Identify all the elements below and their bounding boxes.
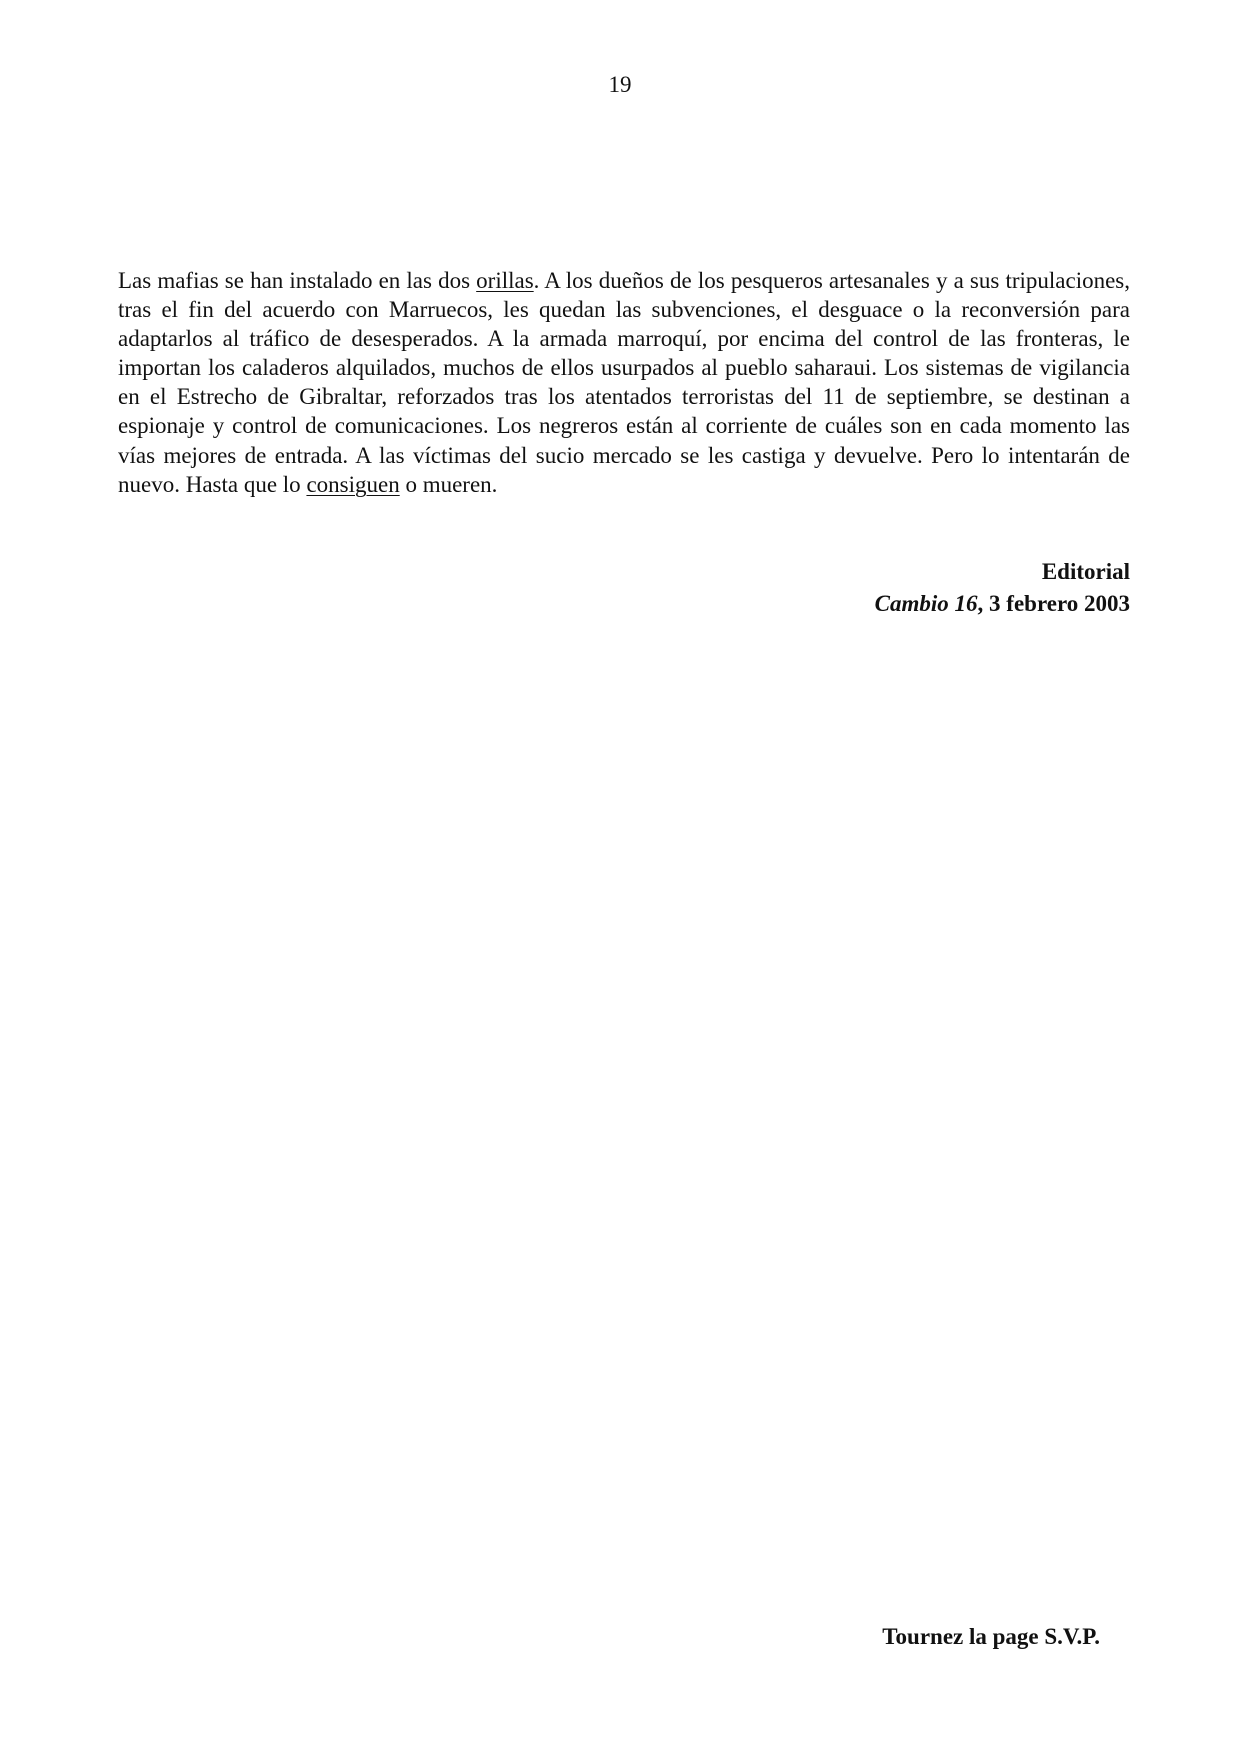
paragraph-text: Las mafias se han instalado en las dos: [118, 268, 477, 293]
underlined-word-orillas: orillas: [476, 268, 534, 293]
publication-date: , 3 febrero 2003: [977, 591, 1130, 616]
footer-note: Tournez la page S.V.P.: [882, 1624, 1100, 1649]
signature-author: Editorial: [1041, 559, 1130, 584]
page-number: 19: [608, 72, 632, 97]
paragraph-text: . A los dueños de los pesqueros artesanales y a sus tripulaciones, tras el fin del acuerdo con Marruecos, les quedan las subvenciones, el desguace o la reconversión para adaptarlos al tráfico de desesperados. A la armada marroquí, por encima del control de las fronteras, le importan los caladeros alquilados, muchos de ellos usurpados al pueblo saharaui. Los sistemas de vigilancia en el Estrecho de Gibraltar, reforzados tras los atentados terroristas del 11 de septiembre, se destinan a espionaje y control de comunicaciones. Los negreros están al corriente de cuáles son en cada momento las vías mejores de entrada. A las víctimas del sucio mercado se les castiga y devuelve. Pero lo intentarán de nuevo. Hasta que lo: [118, 268, 1130, 497]
publication-name: Cambio 16: [874, 591, 978, 616]
signature-block: [875, 556, 1130, 620]
underlined-word-consiguen: consiguen: [306, 471, 400, 497]
signature-source: [875, 588, 1130, 620]
article-paragraph: [118, 266, 1130, 499]
paragraph-text: o mueren.: [399, 471, 498, 497]
